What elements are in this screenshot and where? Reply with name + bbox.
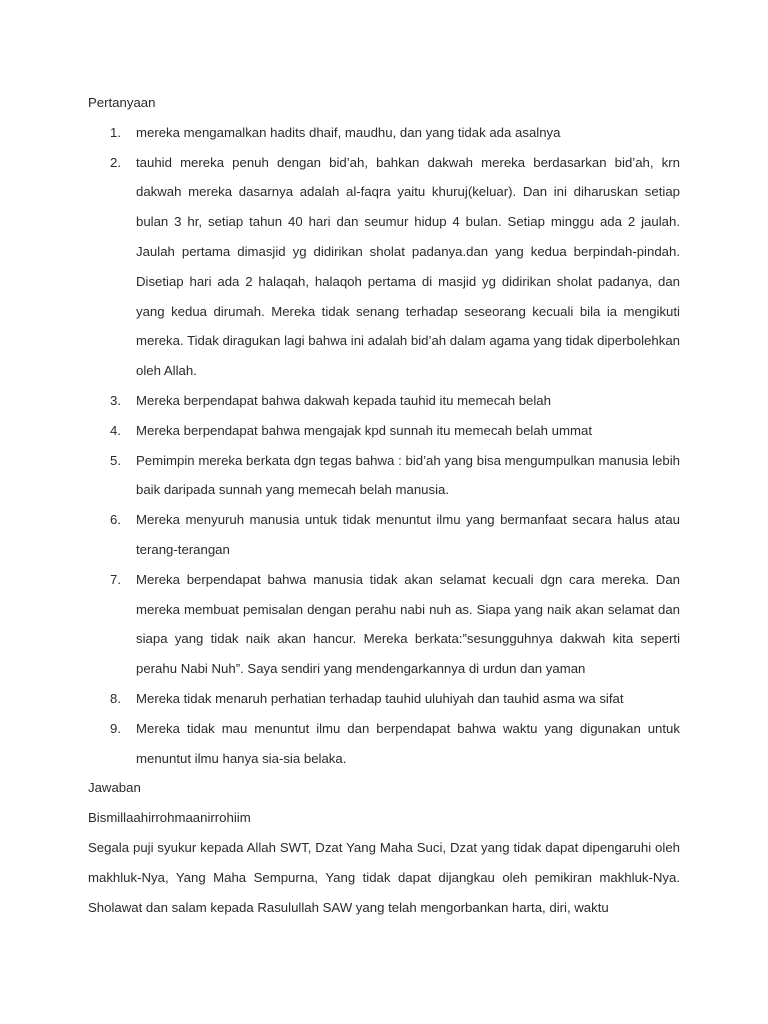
question-text: Mereka berpendapat bahwa dakwah kepada tauhid itu memecah belah	[136, 392, 551, 408]
question-text: Mereka berpendapat bahwa manusia tidak akan selamat kecuali dgn cara mereka. Dan mereka membuat pemisalan dengan perahu nabi nuh as. Siapa yang naik akan selamat dan siapa yang tidak naik akan hancur. Mereka berkata:”sesungguhnya dakwah kita seperti perahu Nabi Nuh”. Saya sendiri yang mendengarkannya di urdun dan yaman	[136, 571, 680, 677]
answer-paragraph: Segala puji syukur kepada Allah SWT, Dzat Yang Maha Suci, Dzat yang tidak dapat dipengaruhi oleh makhluk-Nya, Yang Maha Sempurna, Yang tidak dapat dijangkau oleh pemikiran makhluk-Nya. Sholawat dan salam kepada Rasulullah SAW yang telah mengorbankan harta, diri, waktu	[88, 839, 680, 915]
question-number: 4.	[110, 422, 121, 438]
question-text: Mereka tidak mau menuntut ilmu dan berpendapat bahwa waktu yang digunakan untuk menuntut ilmu hanya sia-sia belaka.	[136, 720, 680, 766]
question-item-1	[88, 118, 680, 148]
question-number: 3.	[110, 392, 121, 408]
question-text: Pemimpin mereka berkata dgn tegas bahwa : bid’ah yang bisa mengumpulkan manusia lebih baik daripada sunnah yang memecah belah manusia.	[136, 452, 680, 498]
basmalah-line: Bismillaahirrohmaanirrohiim	[88, 810, 251, 826]
question-number: 9.	[110, 720, 121, 736]
answer-section	[88, 773, 680, 922]
question-number: 1.	[110, 124, 121, 140]
question-item-5	[88, 446, 680, 506]
question-item-7	[88, 565, 680, 684]
section-heading-pertanyaan: Pertanyaan	[88, 95, 156, 110]
question-item-2	[88, 148, 680, 386]
question-item-6	[88, 505, 680, 565]
question-number: 8.	[110, 690, 121, 706]
question-number: 5.	[110, 452, 121, 468]
question-text: Mereka tidak menaruh perhatian terhadap tauhid uluhiyah dan tauhid asma wa sifat	[136, 690, 624, 706]
question-text: mereka mengamalkan hadits dhaif, maudhu, dan yang tidak ada asalnya	[136, 124, 561, 140]
question-number: 7.	[110, 571, 121, 587]
question-item-9	[88, 714, 680, 774]
questions-list	[88, 118, 680, 774]
question-text: Mereka berpendapat bahwa mengajak kpd sunnah itu memecah belah ummat	[136, 422, 592, 438]
question-item-3	[88, 386, 680, 416]
question-text: Mereka menyuruh manusia untuk tidak menuntut ilmu yang bermanfaat secara halus atau terang-terangan	[136, 512, 680, 557]
question-item-4	[88, 416, 680, 446]
question-text: tauhid mereka penuh dengan bid’ah, bahkan dakwah mereka berdasarkan bid’ah, krn dakwah mereka dasarnya adalah al-faqra yaitu khuruj(keluar). Dan ini diharuskan setiap bulan 3 hr, setiap tahun 40 hari dan seumur hidup 4 bulan. Setiap minggu ada 2 jaulah. Jaulah pertama dimasjid yg didirikan sholat padanya.dan yang kedua berpindah-pindah. Disetiap hari ada 2 halaqah, halaqoh pertama di masjid yg didirikan sholat padanya, dan yang kedua dirumah. Mereka tidak senang terhadap seseorang kecuali bila ia mengikuti mereka. Tidak diragukan lagi bahwa ini adalah bid’ah dalam agama yang tidak diperbolehkan oleh Allah.	[136, 154, 680, 379]
document-body	[88, 88, 680, 922]
question-number: 6.	[110, 512, 121, 528]
question-number: 2.	[110, 154, 121, 170]
section-heading-jawaban: Jawaban	[88, 780, 141, 796]
question-item-8	[88, 684, 680, 714]
